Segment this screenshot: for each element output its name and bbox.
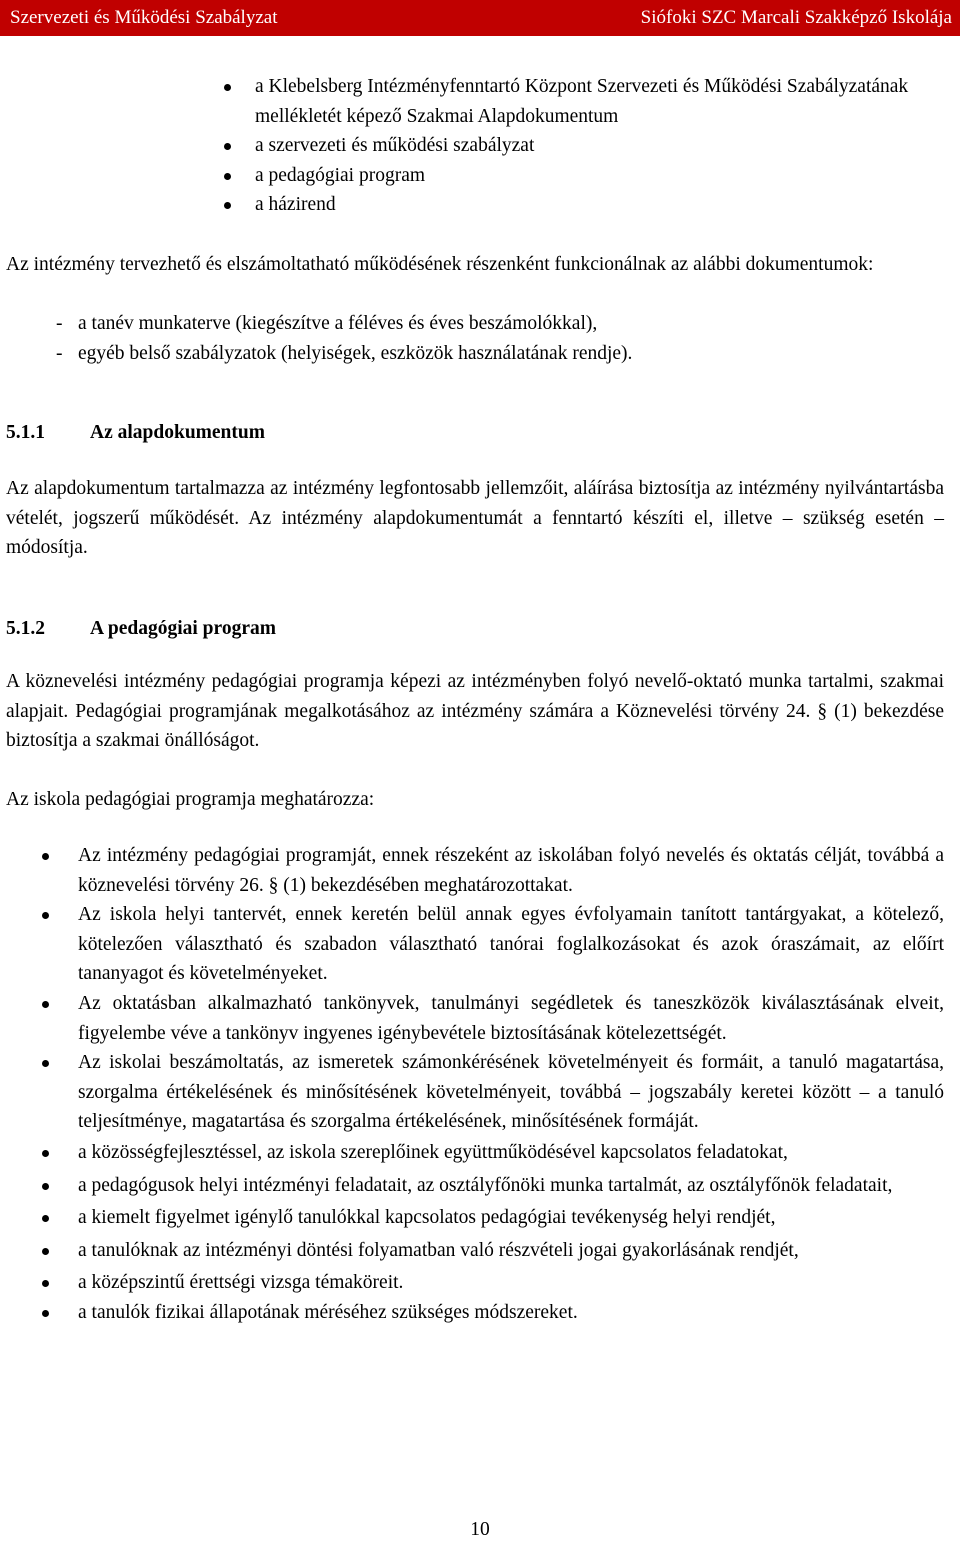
list-item: a kiemelt figyelmet igénylő tanulókkal kapcsolatos pedagógiai tevékenység helyi rendjét, — [78, 1203, 928, 1233]
document-list-1 — [255, 72, 955, 220]
dash-mark: - — [56, 313, 63, 334]
dash-item-text: a tanév munkaterve (kiegészítve a féléves és éves beszámolókkal), — [78, 313, 598, 334]
section-number: 5.1.2 — [6, 618, 45, 639]
section-heading — [6, 418, 265, 448]
list-item: a tanulók fizikai állapotának méréséhez szükséges módszereket. — [78, 1298, 944, 1328]
section-number: 5.1.1 — [6, 422, 45, 443]
list-item: a pedagógiai program — [255, 161, 955, 191]
dash-item-text: egyéb belső szabályzatok (helyiségek, eszközök használatának rendje). — [78, 342, 633, 364]
dash-list — [56, 309, 938, 368]
page-number: 10 — [470, 1519, 490, 1540]
list-item: a tanulóknak az intézményi döntési folyamatban való részvételi jogai gyakorlásának rendjét, — [78, 1236, 928, 1266]
list-item: Az iskola helyi tantervét, ennek keretén belül annak egyes évfolyamain tanított tantárgyakat, a kötelező, kötelezően választható és szabadon választható tanórai foglalkozásokat és azok óraszámait, az előírt tananyagot és követelményeket. — [78, 900, 944, 989]
list-item: a szervezeti és működési szabályzat — [255, 131, 955, 161]
list-item: a pedagógusok helyi intézményi feladatait, az osztályfőnöki munka tartalmát, az osztályfőnök feladatait, — [78, 1171, 928, 1201]
list-item: a középszintű érettségi vizsga témaköreit. — [78, 1268, 944, 1298]
paragraph-intro: Az intézmény tervezhető és elszámoltatható működésének részenként funkcionálnak az alábbi dokumentumok: — [6, 254, 874, 275]
section-title: A pedagógiai program — [90, 618, 276, 639]
section-text: A köznevelési intézmény pedagógiai programja képezi az intézményben folyó nevelő-oktató munka tartalmi, szakmai alapjait. Pedagógiai programjának megalkotásához az intézmény számára a Köznevelési törvény 24. § (1) bekezdése biztosítja a szakmai önállóságot. — [6, 671, 944, 752]
paragraph-lead: Az iskola pedagógiai programja meghatározza: — [6, 789, 375, 810]
dash-list-item — [56, 339, 938, 369]
section-title: Az alapdokumentum — [90, 422, 265, 443]
page-header — [0, 0, 960, 36]
section-text: Az alapdokumentum tartalmazza az intézmény legfontosabb jellemzőit, aláírása biztosítja az intézmény nyilvántartásba vételét, jogszerű működését. Az intézmény alapdokumentumát a fenntartó készíti el, illetve – szükség esetén – módosítja. — [6, 478, 944, 559]
list-item: a házirend — [255, 190, 955, 220]
header-right-title: Siófoki SZC Marcali Szakképző Iskolája — [640, 7, 952, 28]
document-list-2 — [78, 841, 944, 1328]
dash-list-item — [56, 309, 938, 339]
list-item: Az oktatásban alkalmazható tankönyvek, tanulmányi segédletek és taneszközök kiválasztásának elveit, figyelembe véve a tankönyv ingyenes igénybevétele biztosításának kötelezettségét. — [78, 989, 944, 1048]
section-heading — [6, 614, 276, 644]
header-left-title: Szervezeti és Működési Szabályzat — [10, 7, 278, 28]
list-item: Az intézmény pedagógiai programját, ennek részeként az iskolában folyó nevelés és oktatás célját, továbbá a köznevelési törvény 26. § (1) bekezdésében meghatározottakat. — [78, 841, 944, 900]
dash-mark: - — [56, 342, 63, 364]
list-item: a közösségfejlesztéssel, az iskola szereplőinek együttműködésével kapcsolatos feladatokat, — [78, 1138, 928, 1168]
list-item: a Klebelsberg Intézményfenntartó Központ Szervezeti és Működési Szabályzatának mellékletét képező Szakmai Alapdokumentum — [255, 72, 955, 131]
list-item: Az iskolai beszámoltatás, az ismeretek számonkérésének követelményeit és formáit, a tanuló magatartása, szorgalma értékelésének és minősítésének követelményeit, továbbá – jogszabály keretei között – a tanuló teljesítménye, magatartása és szorgalma értékelésének, minősítésének formáját. — [78, 1048, 944, 1137]
